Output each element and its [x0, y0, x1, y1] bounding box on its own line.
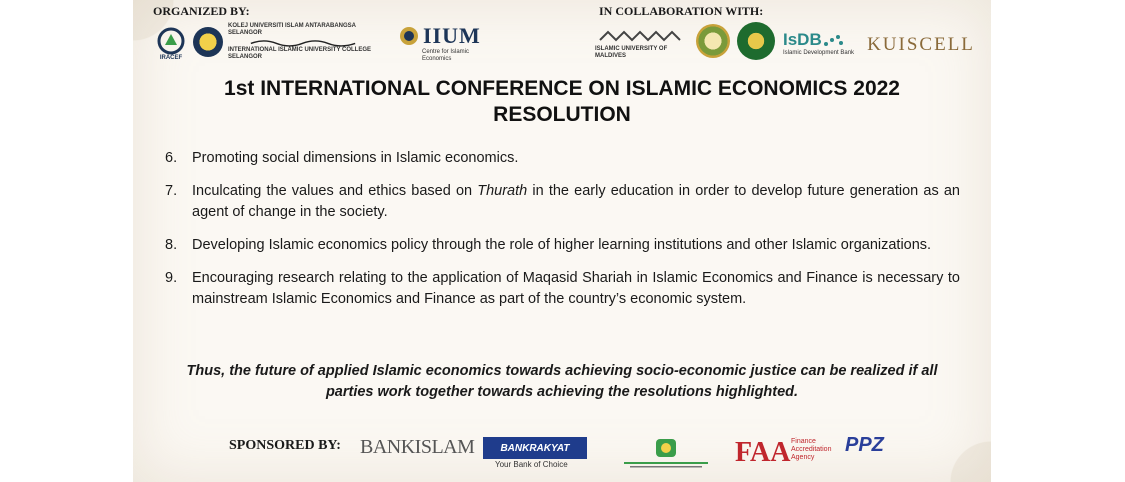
lzs-text-icon: [622, 460, 710, 468]
page-title: [133, 76, 991, 128]
resolution-number: 6.: [165, 150, 178, 166]
kuis-crest-logo: [193, 27, 223, 57]
resolution-text-part: Encouraging research relating to the application of Maqasid Shariah in Islamic Economics and Finance is necessary to mainstream Islamic Economics and Finance as part of the country’s economic system.: [192, 270, 960, 307]
isdb-dots-icon: [822, 32, 844, 48]
lzs-emblem-icon: [653, 436, 679, 460]
resolution-item: [165, 148, 960, 169]
kuis-name-english: INTERNATIONAL ISLAMIC UNIVERSITY COLLEGE SELANGOR: [228, 47, 372, 60]
resolution-text-part: Developing Islamic economics policy through the role of higher learning institutions and other Islamic organizations.: [192, 237, 932, 253]
bank-rakyat-tagline: Your Bank of Choice: [495, 460, 568, 469]
resolution-list: [165, 148, 960, 322]
sponsored-by-label: SPONSORED BY:: [229, 438, 341, 453]
resolution-number: 9.: [165, 270, 178, 286]
resolution-text-part: Inculcating the values and ethics based on: [192, 183, 478, 199]
resolution-number: 7.: [165, 183, 178, 199]
isdb-logo: [783, 26, 859, 60]
iium-logo: [398, 24, 494, 62]
resolution-item: [165, 181, 960, 223]
uim-label: ISLAMIC UNIVERSITY OF MALDIVES: [595, 46, 668, 59]
conclusion-statement: Thus, the future of applied Islamic economics towards achieving socio-economic justice can be realized if all parties work together towards achieving the resolutions highlighted.: [186, 363, 938, 400]
title-line-conference: 1st INTERNATIONAL CONFERENCE ON ISLAMIC ECONOMICS 2022: [224, 77, 900, 100]
bank-islam-logo: BANKISLAM: [360, 436, 475, 458]
resolution-item: [165, 268, 960, 310]
conference-resolution-poster: [133, 0, 991, 482]
iium-emblem-icon: [398, 25, 420, 47]
kuis-name-malay: KOLEJ UNIVERSITI ISLAM ANTARABANGSA SELANGOR: [228, 23, 356, 36]
green-crest-logo: [737, 22, 775, 60]
kuiscell-name: KUISCELL: [867, 34, 975, 55]
kuiscell-logo: [865, 30, 977, 60]
resolution-text: [192, 235, 960, 256]
resolution-emphasis: Thurath: [477, 183, 528, 199]
resolution-text-part: Promoting social dimensions in Islamic economics.: [192, 150, 519, 166]
bank-rakyat-logo: BANKRAKYAT: [483, 437, 587, 459]
iracef-emblem-icon: [156, 27, 186, 55]
uim-logo: [595, 26, 691, 60]
kuis-text-logo: [228, 23, 388, 61]
collaboration-label: IN COLLABORATION WITH:: [599, 4, 764, 18]
faa-logo: FAA: [735, 437, 791, 468]
octagon-crest-logo: [696, 24, 730, 58]
iracef-logo: [153, 24, 189, 64]
iium-name: IIUM: [423, 23, 481, 48]
ppz-logo: PPZ: [845, 434, 884, 456]
resolution-text: [192, 268, 960, 310]
iium-centre-label: Centre for Islamic Economics: [422, 49, 470, 62]
isdb-name: IsDB: [783, 29, 822, 49]
resolution-text: [192, 181, 960, 223]
iracef-label: IRACEF: [159, 54, 183, 61]
lzs-logo: [621, 432, 711, 472]
title-line-resolution: RESOLUTION: [493, 103, 631, 126]
isdb-sub-label: Islamic Development Bank: [783, 49, 855, 56]
resolution-text-part: in the early education in order to develop future generation as an agent of change in the society.: [192, 183, 960, 220]
faa-full-name: Finance Accreditation Agency: [791, 438, 832, 461]
resolution-text: [192, 148, 960, 169]
resolution-item: [165, 235, 960, 256]
uim-calligraphy-icon: [598, 26, 688, 46]
resolution-number: 8.: [165, 237, 178, 253]
organized-by-label: ORGANIZED BY:: [153, 4, 250, 18]
arabic-calligraphy-icon: [228, 37, 378, 47]
